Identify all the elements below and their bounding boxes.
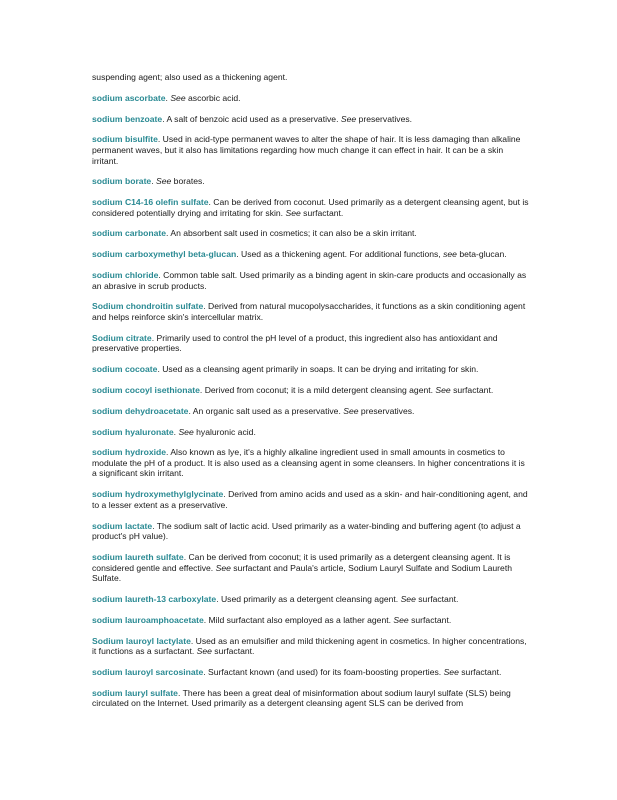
entry-definition: . Used primarily as a detergent cleansing agent. [216,593,401,604]
entry-term: sodium chloride [92,270,159,281]
entry-definition: suspending agent; also used as a thickening agent. [92,72,288,82]
entry-term: sodium benzoate [92,113,163,124]
entry-definition: . Used as a thickening agent. For additional functions, [236,249,444,260]
entry-definition: surfactant. [415,593,459,604]
entry-definition: surfactant. [450,384,494,395]
entry-definition: . An organic salt used as a preservative. [188,405,344,416]
glossary-entry [92,197,530,218]
entry-term: sodium lactate [92,520,153,531]
glossary-entry [92,72,530,83]
entry-term: sodium hydroxide [92,447,167,458]
entry-definition: . Derived from coconut; it is a mild detergent cleansing agent. [199,384,436,395]
entry-definition: . Can be derived from coconut; it is used primarily as a detergent cleansing agent. It is considered gentle and effective. [92,552,511,573]
entry-term: sodium carboxymethyl beta-glucan [92,249,237,260]
entry-definition: . [173,426,179,437]
entry-definition: ascorbic acid. [185,92,241,103]
see-reference: See [340,113,357,124]
entry-definition: beta-glucan. [456,249,507,260]
see-reference: See [443,666,459,677]
entry-definition: surfactant. [300,207,344,218]
entry-definition: . Used as a cleansing agent primarily in soaps. It can be drying and irritating for skin. [157,364,479,375]
see-reference: See [343,405,359,416]
entry-term: sodium lauroyl sarcosinate [92,666,204,677]
entry-definition: . Primarily used to control the pH level of a product, this ingredient also has antioxidant and preservative properties. [92,332,498,354]
see-reference: See [400,593,416,604]
glossary-entry [92,594,530,605]
glossary-page [92,72,530,719]
entry-definition: surfactant. [458,666,502,677]
glossary-entry [92,667,530,678]
entry-definition: . Mild surfactant also employed as a lather agent. [203,614,394,625]
see-reference: See [393,614,409,625]
entry-definition: surfactant and Paula's article, Sodium Lauryl Sulfate and Sodium Laureth Sulfate. [92,562,512,584]
glossary-entry [92,93,530,104]
glossary-entry [92,385,530,396]
entry-term: sodium ascorbate [92,92,166,103]
see-reference: See [156,176,172,187]
entry-definition: . Surfactant known (and used) for its foam-boosting properties. [203,666,444,677]
entry-definition: surfactant. [408,614,452,625]
glossary-entry [92,427,530,438]
entry-definition: preservatives. [356,113,413,124]
glossary-entry [92,636,530,657]
entry-term: sodium cocoyl isethionate [92,384,200,395]
entry-term: Sodium lauroyl lactylate [92,635,191,646]
entry-definition: . Used as an emulsifier and mild thickening agent in cosmetics. In higher concentrations, it functions as a surfactant. [92,635,527,657]
entry-definition: borates. [171,176,205,187]
glossary-entry [92,489,530,510]
entry-definition: . Derived from natural mucopolysaccharides, it functions as a skin conditioning agent and helps reinforce skin's intercellular matrix. [92,301,526,322]
glossary-entry [92,615,530,626]
entry-definition: . The sodium salt of lactic acid. Used primarily as a water-binding and buffering agent (to adjust a product's pH value). [92,520,521,542]
glossary-entry [92,688,530,709]
entry-definition: preservatives. [358,405,415,416]
glossary-entry [92,114,530,125]
glossary-entry [92,447,530,479]
entry-term: sodium C14-16 olefin sulfate [92,197,209,208]
glossary-entry [92,301,530,322]
entry-term: sodium laureth sulfate [92,552,184,562]
entry-term: Sodium chondroitin sulfate [92,301,204,312]
see-reference: See [170,92,186,103]
entry-term: sodium borate [92,176,152,187]
entry-term: Sodium citrate [92,332,152,343]
entry-definition: . An absorbent salt used in cosmetics; it can also be a skin irritant. [166,228,417,239]
entry-term: sodium dehydroacetate [92,405,189,416]
entry-definition: . Common table salt. Used primarily as a binding agent in skin-care products and occasionally as an abrasive in scrub products. [92,270,527,291]
entry-definition: . Used in acid-type permanent waves to alter the shape of hair. It is less damaging than alkaline permanent waves, but it also has limitations regarding how much change it can effect in hair. It can be a skin irritant. [92,134,521,166]
see-reference: See [178,426,194,437]
glossary-entry [92,552,530,584]
glossary-entry [92,176,530,187]
glossary-entry [92,364,530,375]
entry-definition: . There has been a great deal of misinformation about sodium lauryl sulfate (SLS) being circulated on the Internet. Used primarily as a detergent cleansing agent SLS can be derived from [92,687,511,709]
entry-term: sodium lauryl sulfate [92,687,178,698]
glossary-entry [92,270,530,291]
entry-definition: . Can be derived from coconut. Used primarily as a detergent cleansing agent, but is considered potentially drying and irritating for skin. [92,197,529,218]
glossary-entry [92,249,530,260]
entry-definition: surfactant. [211,646,255,657]
see-reference: See [285,207,301,218]
entry-definition: . [165,92,171,103]
entry-term: sodium lauroamphoacetate [92,614,204,625]
glossary-entry [92,406,530,417]
see-reference: See [196,646,212,657]
entry-definition: . Also known as lye, it's a highly alkaline ingredient used in small amounts in cosmetics to modulate the pH of a product. It is also used as a cleansing agent in some cleansers. In higher concentrations it is a significant skin irritant. [92,447,525,479]
see-reference: See [435,384,451,395]
glossary-entry [92,333,530,354]
entry-term: sodium bisulfite [92,134,158,145]
entry-definition: . A salt of benzoic acid used as a preservative. [162,113,341,124]
glossary-entry [92,521,530,542]
see-reference: See [215,562,231,573]
see-reference: see [443,249,457,260]
entry-definition: . [151,176,156,187]
entry-term: sodium laureth-13 carboxylate [92,593,217,604]
entry-definition: hyaluronic acid. [193,426,256,437]
entry-term: sodium cocoate [92,364,158,375]
entry-term: sodium carbonate [92,228,167,239]
entry-term: sodium hydroxymethylglycinate [92,489,224,500]
glossary-entry [92,134,530,166]
glossary-entry [92,228,530,239]
entry-definition: . Derived from amino acids and used as a skin- and hair-conditioning agent, and to a lesser extent as a preservative. [92,489,528,510]
entry-term: sodium hyaluronate [92,426,174,437]
